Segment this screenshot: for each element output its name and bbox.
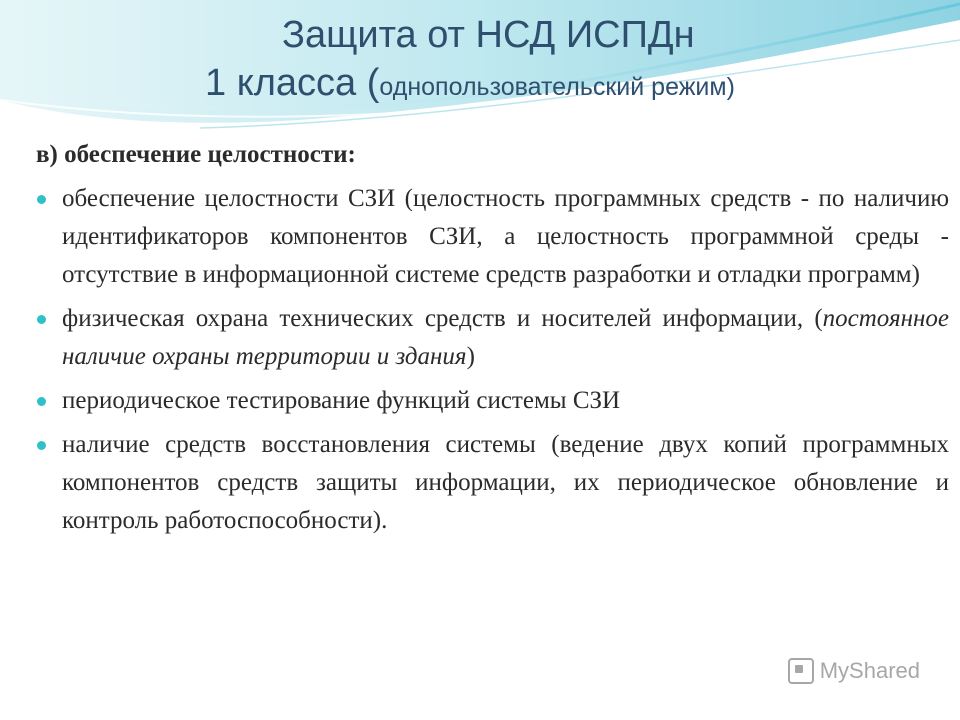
title-line2-main: 1 класса ( bbox=[205, 62, 380, 104]
list-item bbox=[36, 382, 949, 420]
watermark bbox=[788, 658, 920, 684]
bullet-text: физическая охрана технических средств и носителей информации, ( bbox=[62, 305, 823, 332]
bullet-text-tail: ) bbox=[466, 343, 475, 370]
section-heading: в) обеспечение целостности: bbox=[36, 141, 356, 168]
myshared-logo-icon bbox=[788, 658, 814, 684]
slide-title-line2 bbox=[205, 62, 735, 105]
list-item bbox=[36, 300, 949, 376]
bullet-text: периодическое тестирование функций системы СЗИ bbox=[62, 387, 621, 414]
bullet-italic-text: постоянное наличие охраны территории и здания bbox=[62, 305, 949, 370]
list-item bbox=[36, 426, 949, 540]
bullet-text: наличие средств восстановления системы (ведение двух копий программных компонентов средств защиты информации, их периодическое обновление и контроль работоспособности). bbox=[62, 431, 949, 534]
watermark-text: MyShared bbox=[819, 658, 920, 683]
list-item bbox=[36, 180, 949, 294]
bullet-list bbox=[36, 180, 949, 540]
slide-body bbox=[36, 136, 949, 546]
bullet-text: обеспечение целостности СЗИ (целостность программных средств - по наличию идентификаторов компонентов СЗИ, а целостность программной среды - отсутствие в информационной системе средств разработки и отладки программ) bbox=[62, 185, 949, 288]
slide-title-line1: Защита от НСД ИСПДн bbox=[282, 14, 695, 56]
title-line2-sub: однопользовательский режим) bbox=[379, 73, 735, 101]
